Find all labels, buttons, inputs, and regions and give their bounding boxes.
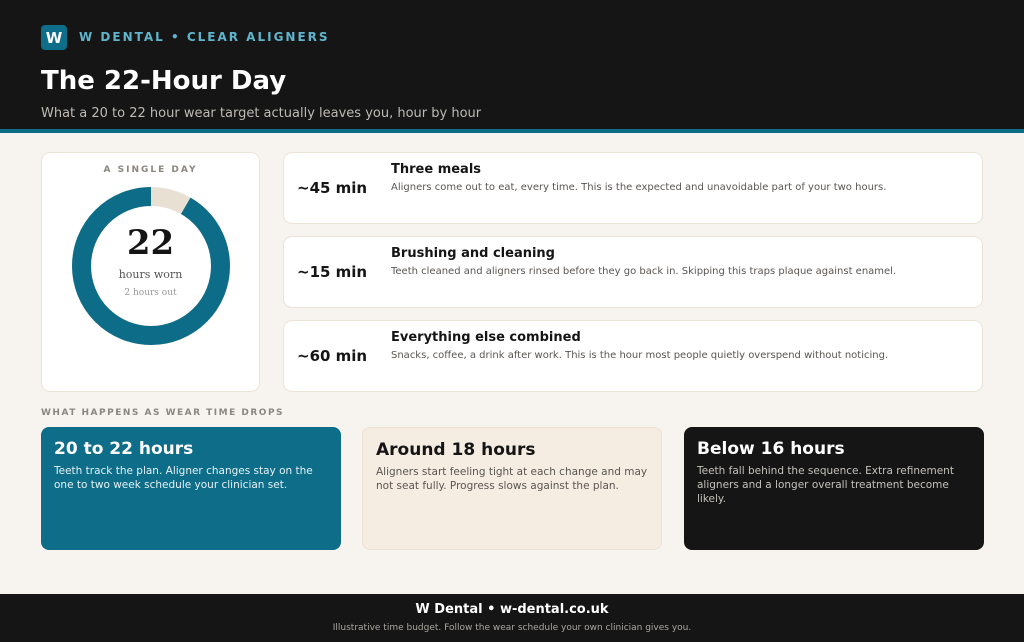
tier-title: Around 18 hours [376, 440, 536, 460]
time-item-brushing [283, 236, 983, 308]
time-item-everything-else [283, 320, 983, 392]
wear-donut-chart [69, 184, 233, 348]
header [0, 0, 1024, 129]
tier-card-falling-behind [684, 427, 984, 550]
item-description: Aligners come out to eat, every time. This is the expected and unavoidable part of your two hours. [391, 182, 887, 193]
tier-card-on-track [41, 427, 341, 550]
tier-description: Teeth fall behind the sequence. Extra refinement aligners and a longer overall treatment become likely. [697, 465, 954, 505]
donut-worn-segment [82, 197, 221, 336]
day-card-caption: A SINGLE DAY [103, 165, 198, 175]
tier-description: Teeth track the plan. Aligner changes stay on the one to two week schedule your clinician set. [54, 465, 313, 491]
item-duration: ~15 min [297, 263, 368, 281]
item-title: Everything else combined [391, 330, 581, 345]
header-accent-bar [0, 129, 1024, 133]
item-description: Teeth cleaned and aligners rinsed before they go back in. Skipping this traps plaque against enamel. [391, 266, 897, 277]
tier-title: 20 to 22 hours [54, 439, 194, 459]
tier-title: Below 16 hours [697, 439, 845, 459]
day-summary-card [41, 152, 260, 392]
item-duration: ~60 min [297, 347, 368, 365]
section-label: WHAT HAPPENS AS WEAR TIME DROPS [41, 408, 285, 418]
page-subtitle: What a 20 to 22 hour wear target actually leaves you, hour by hour [41, 106, 482, 121]
hours-worn-label: hours worn [118, 268, 183, 281]
item-title: Brushing and cleaning [391, 246, 555, 261]
logo-badge: W [41, 25, 67, 50]
page-title: The 22-Hour Day [41, 66, 287, 96]
footer-brand: W Dental • w-dental.co.uk [415, 602, 609, 617]
hours-worn-value: 22 [126, 223, 175, 263]
item-title: Three meals [391, 162, 482, 177]
item-description: Snacks, coffee, a drink after work. This is the hour most people quietly overspend without noticing. [391, 350, 889, 361]
tier-card-slowing [362, 427, 662, 550]
footer-disclaimer: Illustrative time budget. Follow the wear schedule your own clinician gives you. [332, 623, 692, 633]
tier-description: Aligners start feeling tight at each change and may not seat fully. Progress slows against the plan. [376, 466, 648, 492]
hours-out-label: 2 hours out [124, 288, 177, 298]
item-duration: ~45 min [297, 179, 368, 197]
time-item-meals [283, 152, 983, 224]
brand-name: W DENTAL • CLEAR ALIGNERS [79, 30, 330, 44]
footer [0, 594, 1024, 642]
